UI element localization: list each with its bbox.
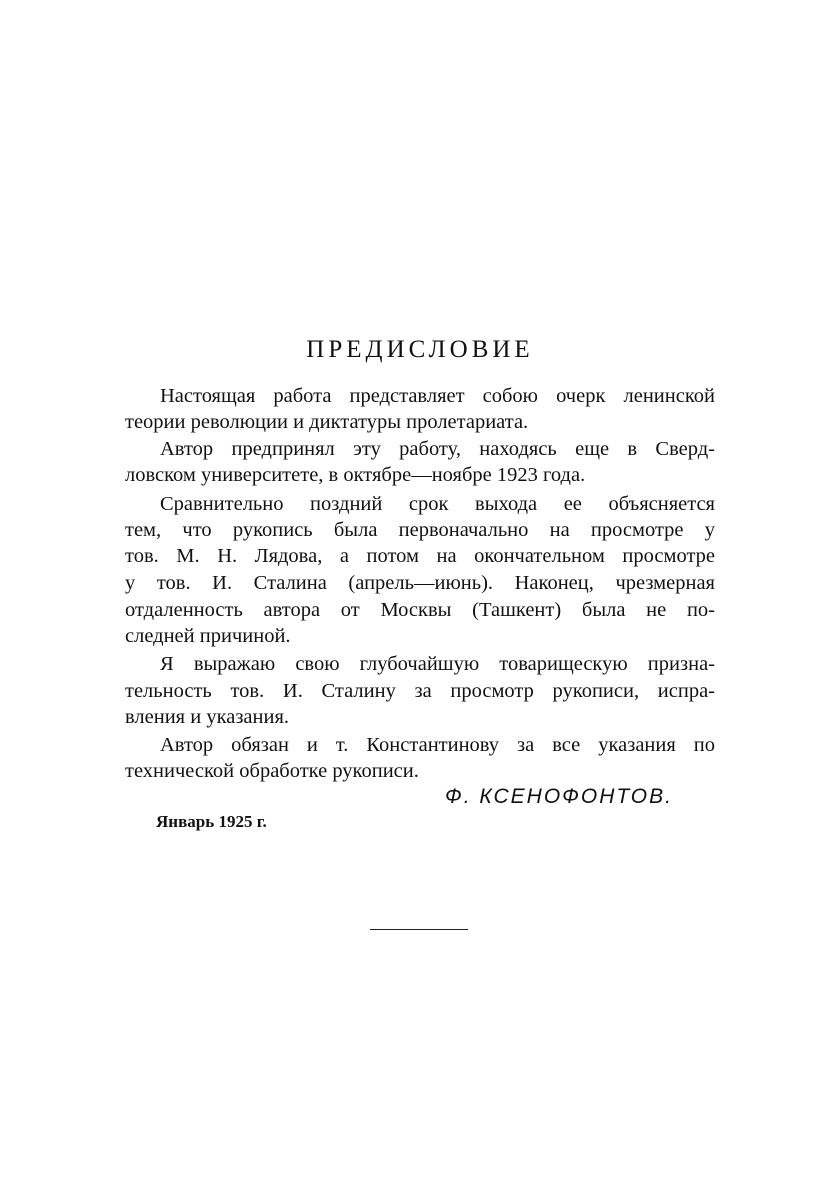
paragraph-3-line-5: отдаленность автора от Москвы (Ташкент) была не по- <box>125 599 715 621</box>
paragraph-1-line-1: Настоящая работа представляет собою очерк ленинской <box>160 385 715 407</box>
paragraph-5-line-1: Автор обязан и т. Константинову за все указания по <box>160 734 715 756</box>
author-signature: Ф. КСЕНОФОНТОВ. <box>445 785 673 808</box>
paragraph-4-line-2: тельность тов. И. Сталину за просмотр рукописи, испра- <box>125 680 715 702</box>
paragraph-3-line-3: тов. М. Н. Лядова, а потом на окончательном просмотре <box>125 545 715 567</box>
paragraph-2-line-1: Автор предпринял эту работу, находясь еще в Сверд- <box>160 438 715 460</box>
closing-rule <box>370 929 468 930</box>
paragraph-3-line-1: Сравнительно поздний срок выхода ее объясняется <box>160 493 715 515</box>
paragraph-4-line-1: Я выражаю свою глубочайшую товарищескую призна- <box>160 653 715 675</box>
paragraph-4-line-3: вления и указания. <box>125 706 290 728</box>
preface-date: Январь 1925 г. <box>156 812 267 831</box>
paragraph-5-line-2: технической обработке рукописи. <box>125 760 419 782</box>
paragraph-2-line-2: ловском университете, в октябре—ноябре 1923 года. <box>125 464 586 486</box>
paragraph-3-line-4: у тов. И. Сталина (апрель—июнь). Наконец, чрезмерная <box>125 572 715 594</box>
paragraph-3-line-2: тем, что рукопись была первоначально на просмотре у <box>125 519 715 541</box>
page-title: ПРЕДИСЛОВИЕ <box>306 336 534 363</box>
paragraph-1-line-2: теории революции и диктатуры пролетариата. <box>125 411 529 433</box>
paragraph-3-line-6: следней причиной. <box>125 625 291 647</box>
